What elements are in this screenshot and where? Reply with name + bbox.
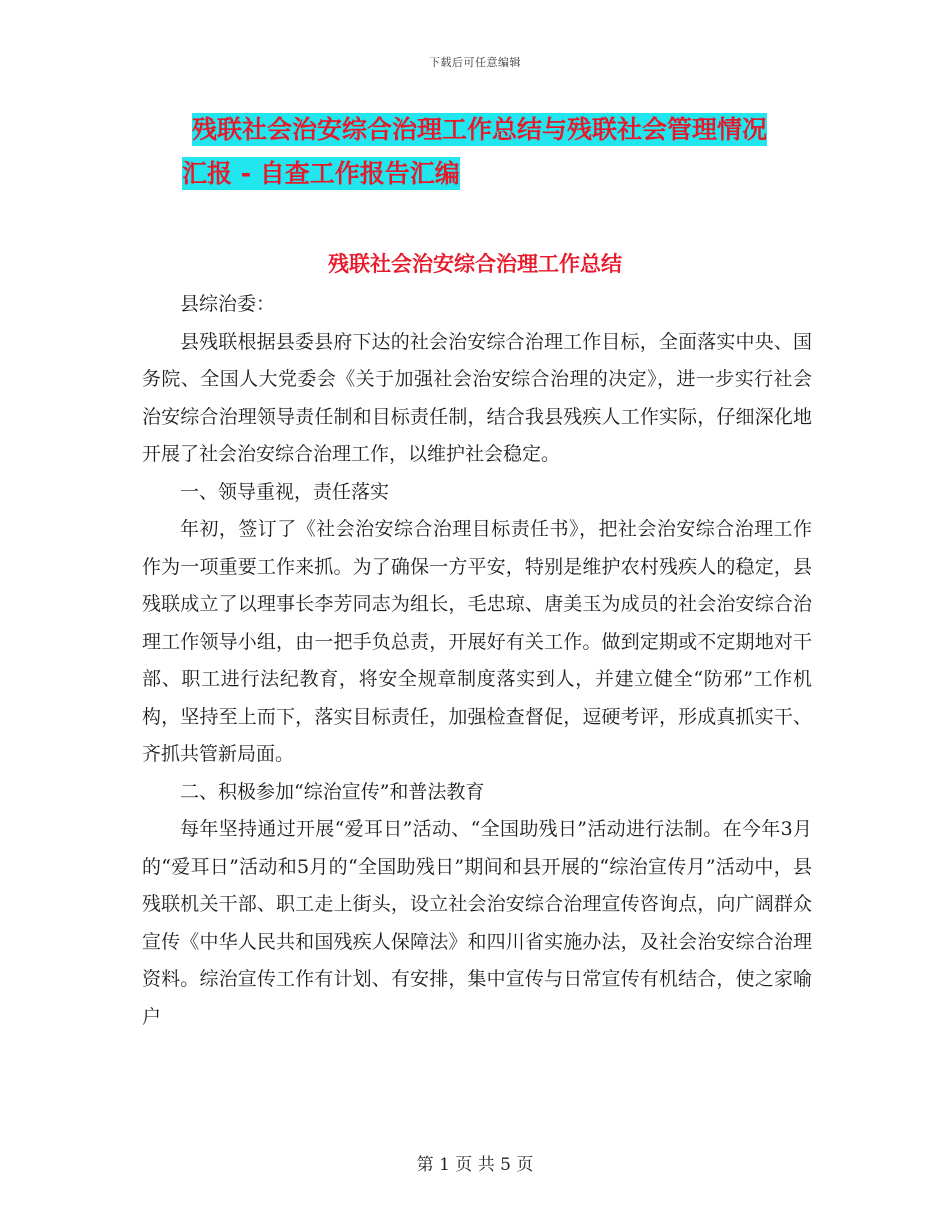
paragraph-intro: 县残联根据县委县府下达的社会治安综合治理工作目标，全面落实中央、国务院、全国人大党委会《关于加强社会治安综合治理的决定》，进一步实行社会治安综合治理领导责任制和目标责任制，结合我县残疾人工作实际，仔细深化地开展了社会治安综合治理工作，以维护社会稳定。 <box>142 330 812 465</box>
section-title: 残联社会治安综合治理工作总结 <box>328 252 622 276</box>
page-footer: 第 1 页 共 5 页 <box>416 1155 534 1175</box>
document-title-line-2 <box>142 152 822 196</box>
document-body <box>142 286 812 1036</box>
header-note: 下载后可任意编辑 <box>429 56 521 69</box>
paragraph-section-1: 年初，签订了《社会治安综合治理目标责任书》，把社会治安综合治理工作作为一项重要工作来抓。为了确保一方平安，特别是维护农村残疾人的稳定，县残联成立了以理事长李芳同志为组长，毛忠琼、唐美玉为成员的社会治安综合治理工作领导小组，由一把手负总责，开展好有关工作。做到定期或不定期地对干部、职工进行法纪教育，将安全规章制度落实到人，并建立健全“防邪”工作机构，坚持至上而下，落实目标责任，加强检查督促，逗硬考评，形成真抓实干、齐抓共管新局面。 <box>142 518 812 765</box>
document-title <box>142 108 822 196</box>
heading-section-2: 二、积极参加“综治宣传”和普法教育 <box>180 780 485 803</box>
paragraph-section-2: 每年坚持通过开展“爱耳日”活动、“全国助残日”活动进行法制。在今年3月的“爱耳日”活动和5月的“全国助残日”期间和县开展的“综治宣传月”活动中，县残联机关干部、职工走上街头，设立社会治安综合治理宣传咨询点，向广阔群众宣传《中华人民共和国残疾人保障法》和四川省实施办法，及社会治安综合治理资料。综治宣传工作有计划、有安排，集中宣传与日常宣传有机结合，使之家喻户 <box>142 818 812 1028</box>
title-highlight-2: 汇报 - 自查工作报告汇编 <box>182 159 460 188</box>
document-title-line-1 <box>142 108 822 152</box>
paragraph-salutation: 县综治委： <box>180 293 276 315</box>
heading-section-1: 一、领导重视，责任落实 <box>180 480 390 503</box>
title-highlight-1: 残联社会治安综合治理工作总结与残联社会管理情况 <box>192 115 768 144</box>
